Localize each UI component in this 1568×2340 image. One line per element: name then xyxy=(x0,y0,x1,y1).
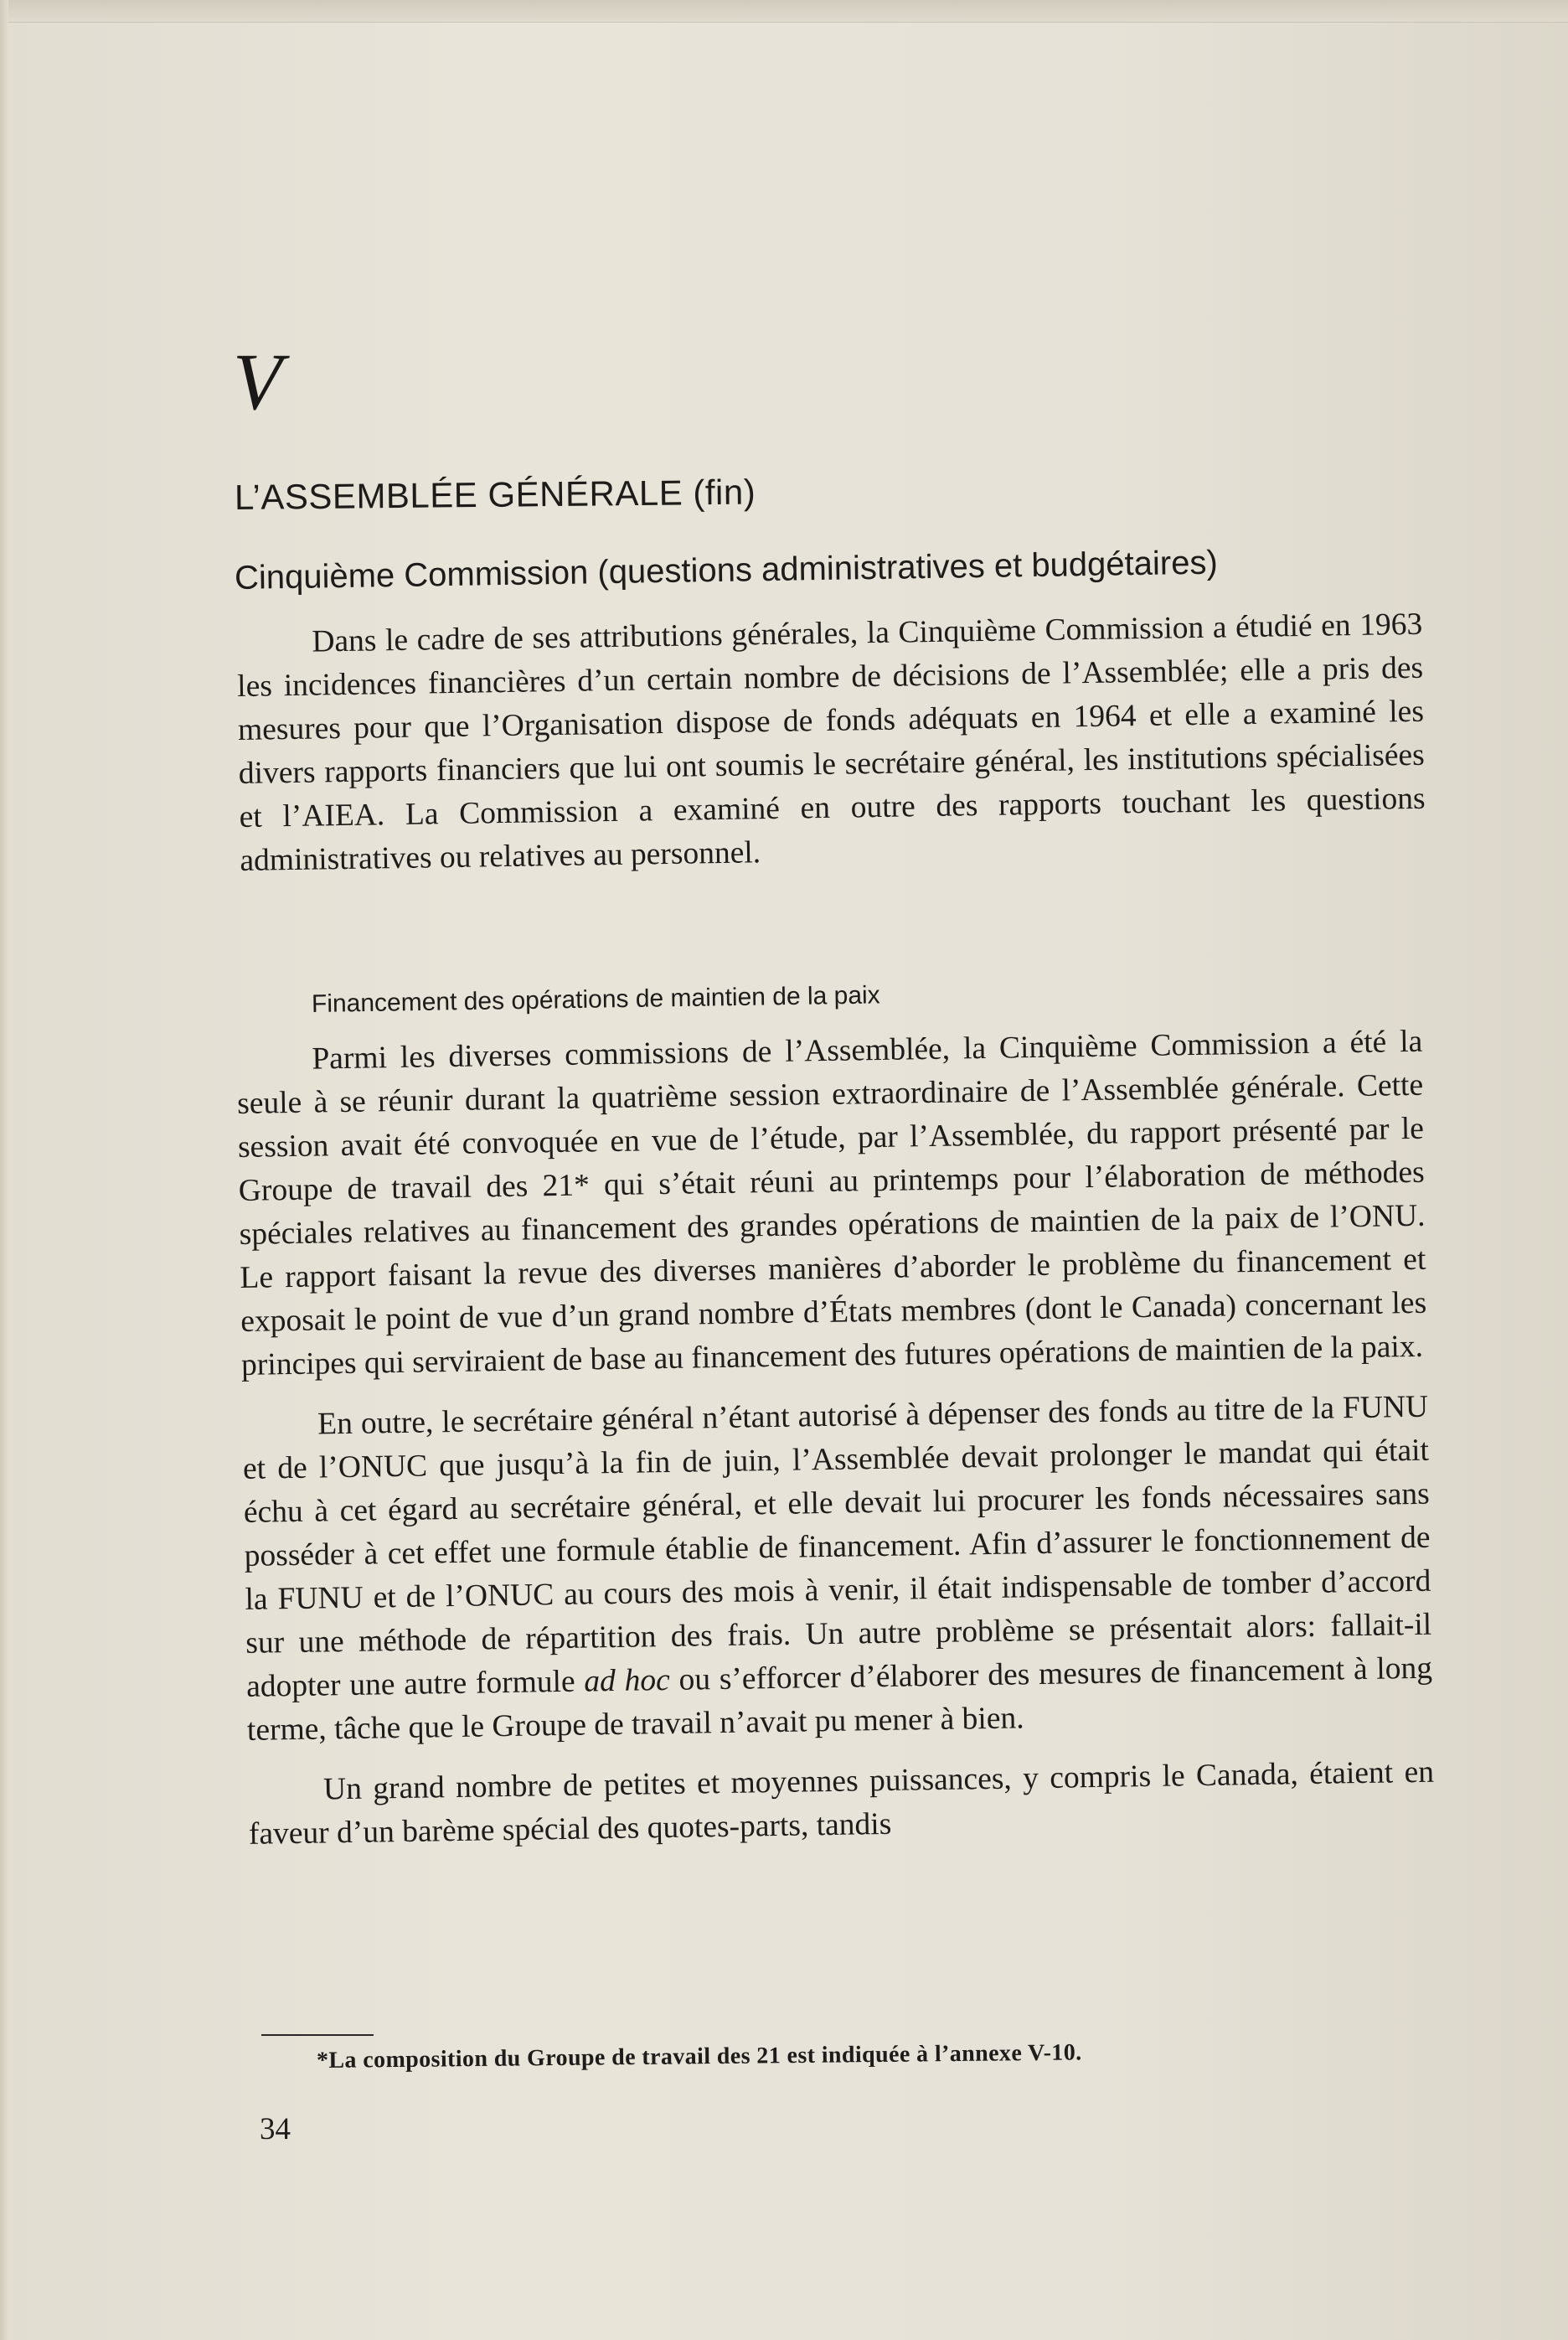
page-number: 34 xyxy=(260,2112,291,2146)
intro-section xyxy=(236,603,1426,883)
financing-heading: Financement des opérations de maintien de la paix xyxy=(311,981,880,1018)
footnote-divider xyxy=(261,2034,374,2036)
section-title: L’ASSEMBLÉE GÉNÉRALE (fin) xyxy=(234,472,756,517)
financing-paragraph-2-part-2: ou s’efforcer d’élaborer des mesures de financement à long terme, tâche que le Groupe de travail n’avait pu mener à bien. xyxy=(246,1650,1433,1748)
subsection-title: Cinquième Commission (questions administratives et budgétaires) xyxy=(234,544,1219,597)
intro-paragraph: Dans le cadre de ses attributions générales, la Cinquième Commission a étudié en 1963 les incidences financières d’un certain nombre de décisions de l’Assemblée; elle a pris des mesures pour que l’Organisation dispose de fonds adéquats en 1964 et elle a examiné les divers rapports financiers que lui ont soumis le secrétaire général, les institutions spécialisées et l’AIEA. La Commission a examiné en outre des rapports touchant les questions administratives ou relatives au personnel. xyxy=(236,607,1426,878)
chapter-numeral: V xyxy=(233,337,282,426)
financing-paragraph-2-italic: ad hoc xyxy=(584,1662,671,1699)
financing-paragraph-2 xyxy=(242,1386,1433,1753)
page-top-edge xyxy=(0,0,1568,23)
footnote: *La composition du Groupe de travail des 21 est indiquée à l’annexe V-10. xyxy=(316,2039,1082,2074)
page-left-edge xyxy=(0,0,8,2340)
financing-section xyxy=(236,1020,1435,1857)
financing-paragraph-3: Un grand nombre de petites et moyennes puissances, y compris le Canada, étaient en faveur d’un barème spécial des quotes-parts, tandis xyxy=(248,1754,1435,1852)
financing-paragraph-2-part-1: En outre, le secrétaire général n’étant autorisé à dépenser des fonds au titre de la FUNU et de l’ONUC que jusqu’à la fin de juin, l’Assemblée devait prolonger le mandat qui était échu à cet égard au secrétaire général, et elle devait lui procurer les fonds nécessaires sans posséder à cet effet une formule établie de financement. Afin d’assurer le fonctionnement de la FUNU et de l’ONUC au cours des mois à venir, il était indispensable de tomber d’accord sur une méthode de répartition des frais. Un autre problème se présentait alors: fallait-il adopter une autre formule xyxy=(242,1389,1432,1704)
financing-paragraph-1: Parmi les diverses commissions de l’Assemblée, la Cinquième Commission a été la seule à se réunir durant la quatrième session extraordinaire de l’Assemblée générale. Cette session avait été convoquée en vue de l’étude, par l’Assemblée, du rapport présenté par le Groupe de travail des 21* qui s’était réuni au printemps pour l’élaboration de méthodes spéciales relatives au financement des grandes opérations de maintien de la paix de l’ONU. Le rapport faisant la revue des diverses manières d’aborder le problème du financement et exposait le point de vue d’un grand nombre d’États membres (dont le Canada) concernant les principes qui serviraient de base au financement des futures opérations de maintien de la paix. xyxy=(236,1024,1427,1382)
